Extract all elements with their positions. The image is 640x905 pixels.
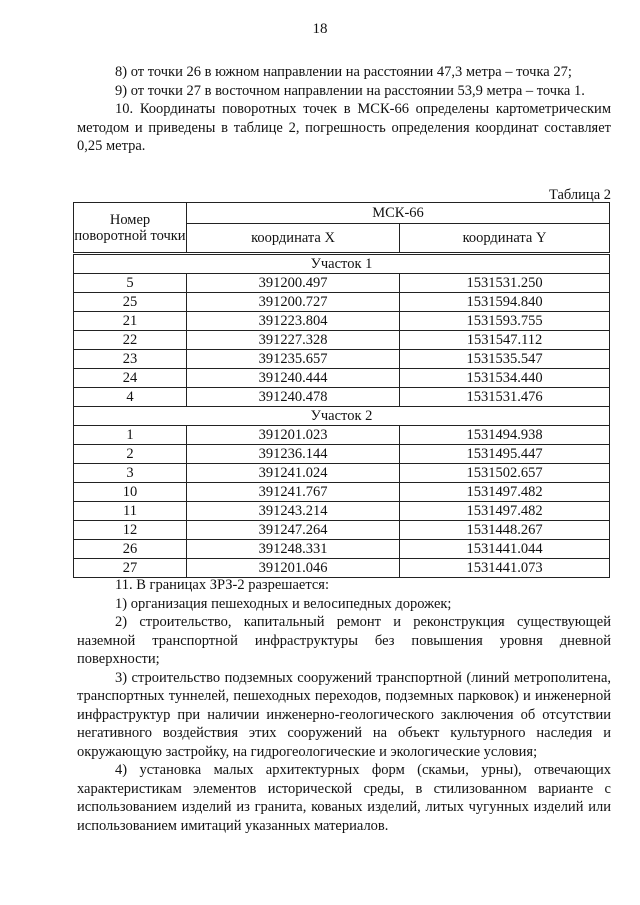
table-row <box>74 312 610 331</box>
cell-x: 391241.767 <box>187 483 400 502</box>
cell-y: 1531594.840 <box>400 293 610 312</box>
header-coordinate-x: координата X <box>187 224 400 254</box>
paragraph-item-11: 11. В границах ЗРЗ-2 разрешается: <box>115 577 329 593</box>
paragraph-point-9: 9) от точки 27 в восточном направлении на расстоянии 53,9 метра – точка 1. <box>115 82 585 99</box>
cell-y: 1531531.250 <box>400 274 610 293</box>
cell-y: 1531531.476 <box>400 388 610 407</box>
cell-point: 27 <box>74 559 187 578</box>
header-point-number: Номер поворотной точки <box>74 203 187 254</box>
table-row <box>74 388 610 407</box>
bottom-text-block <box>77 576 611 835</box>
cell-point: 5 <box>74 274 187 293</box>
cell-x: 391236.144 <box>187 445 400 464</box>
cell-x: 391247.264 <box>187 521 400 540</box>
cell-point: 3 <box>74 464 187 483</box>
paragraph-item-10: 10. Координаты поворотных точек в МСК-66 определены картометрическим методом и приведены в таблице 2, погрешность определения координат составляет 0,25 метра. <box>77 101 611 154</box>
cell-y: 1531593.755 <box>400 312 610 331</box>
cell-x: 391227.328 <box>187 331 400 350</box>
table-row <box>74 350 610 369</box>
table-row <box>74 445 610 464</box>
paragraph-permission-3: 3) строительство подземных сооружений транспортной (линий метрополитена, транспортных туннелей, пешеходных переходов, подземных парковок) и инженерной инфраструктур при наличии инженерно-геологического заключения об отсутствии негативного воздействия этих сооружений на объект культурного наследия и окружающую застройку, на гидрогеологические и экологические условия; <box>77 669 611 760</box>
cell-x: 391241.024 <box>187 464 400 483</box>
table-row <box>74 369 610 388</box>
table-row <box>74 274 610 293</box>
cell-y: 1531547.112 <box>400 331 610 350</box>
table-row <box>74 559 610 578</box>
paragraph-point-8: 8) от точки 26 в южном направлении на расстоянии 47,3 метра – точка 27; <box>115 64 572 80</box>
cell-x: 391240.444 <box>187 369 400 388</box>
cell-x: 391201.023 <box>187 426 400 445</box>
cell-point: 25 <box>74 293 187 312</box>
cell-x: 391200.497 <box>187 274 400 293</box>
cell-y: 1531497.482 <box>400 502 610 521</box>
cell-point: 10 <box>74 483 187 502</box>
cell-y: 1531448.267 <box>400 521 610 540</box>
cell-y: 1531535.547 <box>400 350 610 369</box>
table-row <box>74 540 610 559</box>
section-title: Участок 1 <box>74 254 610 274</box>
cell-point: 11 <box>74 502 187 521</box>
cell-point: 12 <box>74 521 187 540</box>
cell-point: 23 <box>74 350 187 369</box>
cell-y: 1531494.938 <box>400 426 610 445</box>
table-row <box>74 502 610 521</box>
cell-y: 1531534.440 <box>400 369 610 388</box>
cell-x: 391223.804 <box>187 312 400 331</box>
cell-x: 391240.478 <box>187 388 400 407</box>
table-section-1 <box>74 254 610 407</box>
header-coordinate-system: МСК-66 <box>187 203 610 224</box>
table-row <box>74 331 610 350</box>
cell-x: 391200.727 <box>187 293 400 312</box>
cell-point: 24 <box>74 369 187 388</box>
cell-y: 1531441.073 <box>400 559 610 578</box>
page-number: 18 <box>312 21 328 37</box>
paragraph-permission-1: 1) организация пешеходных и велосипедных дорожек; <box>115 595 452 612</box>
header-coordinate-y: координата Y <box>400 224 610 254</box>
cell-point: 22 <box>74 331 187 350</box>
cell-point: 26 <box>74 540 187 559</box>
table-row <box>74 464 610 483</box>
table-section-2 <box>74 407 610 578</box>
table-row <box>74 483 610 502</box>
cell-x: 391248.331 <box>187 540 400 559</box>
table-row <box>74 521 610 540</box>
table-caption: Таблица 2 <box>548 187 611 203</box>
cell-y: 1531497.482 <box>400 483 610 502</box>
paragraph-permission-4: 4) установка малых архитектурных форм (скамьи, урны), отвечающих характеристикам элементов исторической среды, в стилизованном варианте с использованием изделий из гранита, кованых изделий, литых чугунных изделий или использованием имитаций указанных материалов. <box>77 762 611 834</box>
table-row <box>74 293 610 312</box>
paragraph-permission-2: 2) строительство, капитальный ремонт и реконструкция существующей наземной транспортной инфраструктуры без повышения уровня дневной поверхности; <box>77 614 611 667</box>
top-text-block <box>77 63 611 156</box>
cell-point: 1 <box>74 426 187 445</box>
cell-y: 1531502.657 <box>400 464 610 483</box>
coordinates-table <box>73 202 610 578</box>
cell-point: 2 <box>74 445 187 464</box>
cell-point: 4 <box>74 388 187 407</box>
cell-x: 391243.214 <box>187 502 400 521</box>
cell-x: 391201.046 <box>187 559 400 578</box>
section-title: Участок 2 <box>74 407 610 426</box>
cell-y: 1531495.447 <box>400 445 610 464</box>
cell-point: 21 <box>74 312 187 331</box>
cell-y: 1531441.044 <box>400 540 610 559</box>
table-header <box>74 203 610 254</box>
table-row <box>74 426 610 445</box>
cell-x: 391235.657 <box>187 350 400 369</box>
